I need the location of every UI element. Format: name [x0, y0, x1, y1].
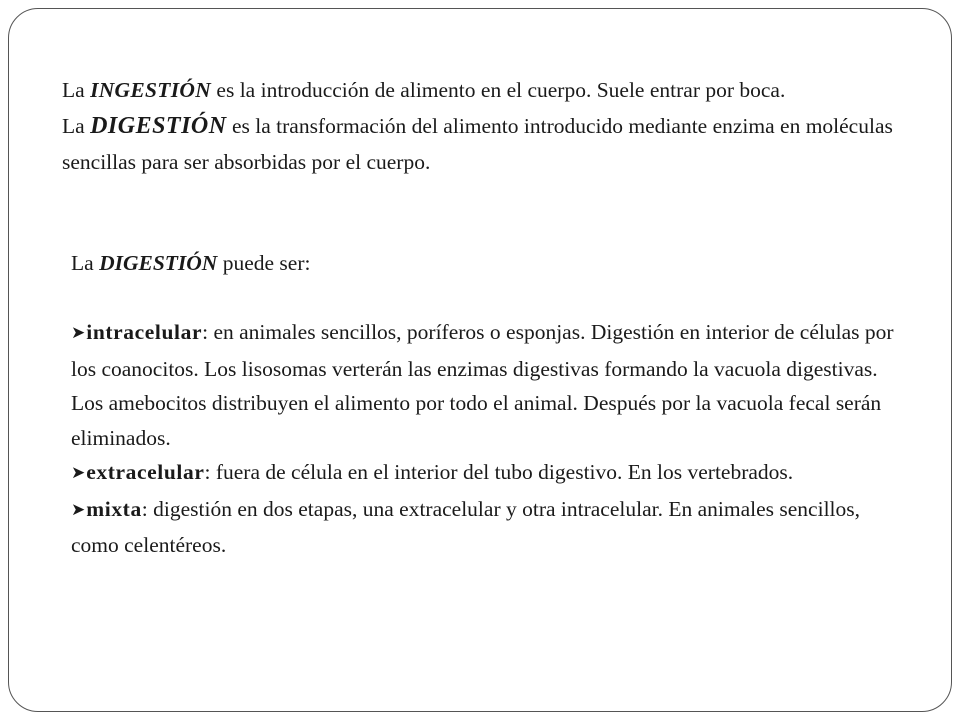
- desc-extracelular: : fuera de célula en el interior del tubo digestivo. En los vertebrados.: [204, 460, 794, 484]
- digestion-keyword: DIGESTIÓN: [90, 113, 227, 139]
- arrowhead-bullet-icon: ➤: [71, 323, 86, 342]
- list-item-mixta: [71, 492, 901, 563]
- digestion-definition: [62, 108, 902, 180]
- digestion-types: [71, 246, 901, 563]
- types-heading-text: puede ser:: [217, 251, 311, 275]
- term-mixta: mixta: [86, 496, 142, 521]
- desc-intracelular: : en animales sencillos, poríferos o esponjas. Digestión en interior de células por los coanocitos. Los lisosomas verterán las enzimas digestivas formando la vacuola digestivas. Los amebocitos distribuyen el alimento por todo el animal. Después por la vacuola fecal serán eliminados.: [71, 320, 894, 450]
- ingestion-keyword: INGESTIÓN: [90, 78, 212, 102]
- arrowhead-bullet-icon: ➤: [71, 499, 86, 519]
- ingestion-definition: [62, 72, 902, 108]
- spacer: [71, 281, 901, 316]
- types-heading: [71, 246, 901, 281]
- list-item-intracelular: [71, 315, 901, 455]
- term-intracelular: intracelular: [86, 320, 203, 344]
- ingestion-lead: La: [62, 78, 91, 102]
- types-heading-keyword: DIGESTIÓN: [99, 251, 218, 275]
- types-heading-lead: La: [71, 251, 100, 275]
- term-extracelular: extracelular: [86, 460, 205, 484]
- digestion-lead: La: [62, 114, 91, 138]
- list-item-extracelular: [71, 455, 901, 492]
- ingestion-text: es la introducción de alimento en el cuerpo. Suele entrar por boca.: [211, 78, 786, 102]
- arrowhead-bullet-icon: ➤: [71, 463, 86, 482]
- desc-mixta: : digestión en dos etapas, una extracelular y otra intracelular. En animales sencillos, como celentéreos.: [71, 496, 861, 557]
- intro-text: [62, 72, 902, 180]
- digestion-text: es la transformación del alimento introducido mediante enzima en moléculas sencillas para ser absorbidas por el cuerpo.: [62, 114, 893, 174]
